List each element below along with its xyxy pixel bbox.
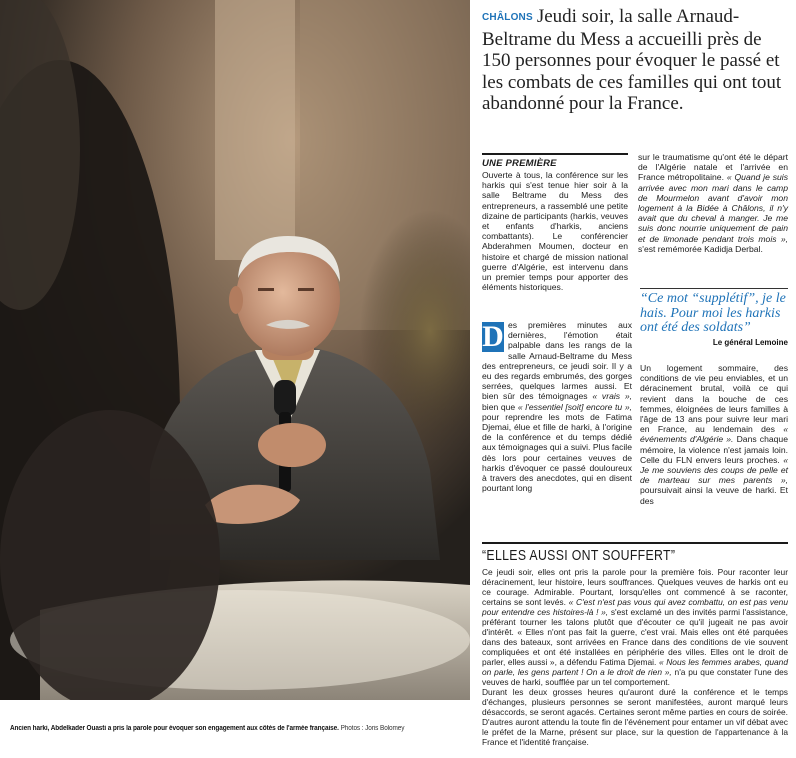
photo-credit: Photos : Joris Bolomey [340, 725, 405, 732]
quote-run: « l'essentiel [soit] encore tu », [517, 401, 632, 412]
text-run: Dans chaque mémoire, la violence n'est jamais loin. Celle du FLN envers leurs proches. [640, 434, 788, 465]
text-run: poursuivait ainsi la veuve de harki. Et des [640, 485, 788, 506]
quote-run: « C'est n'est pas vous qui avez combattu, on est pas venu pour entendre ces histoires-là ! », [482, 597, 788, 617]
body-wide [482, 567, 788, 753]
sidebar-box-text: Ouverte à tous, la conférence sur les harkis qui s'est tenue hier soir à la salle Beltrame du Mess des entrepreneurs, a rassemblé une petite dizaine de participants (harkis, veuves et enfants d'harkis, anciens combattants). Le conférencier Abderahmen Moumen, docteur en histoire et chargé de mission national guerre d'Algérie, est intervenu dans un premier temps pour apporter des éléments historiques. [482, 170, 628, 293]
text-run: Ce jeudi soir, elles ont pris la parole pour la première fois. Pour raconter leur déracinement, leur histoire, leurs souffrances. Quelques veuves de harkis ont eu ce courage. Admirable. Pourtant, lorsqu'elles ont commencé à se raconter, certains se sont levés. [482, 567, 788, 607]
text-run: n'a pu que constater l'une des veuves de harki, soufflée par un tel comportement. [482, 667, 788, 687]
column-right-bottom [640, 363, 788, 533]
article-intro [482, 6, 788, 146]
text-run: s'est remémorée Kadidja Derbal. [638, 243, 763, 254]
pull-quote-author: Le général Lemoine [712, 337, 788, 347]
intro-text: Jeudi soir, la salle Arnaud-Beltrame du Mess a accueilli près de 150 personnes pour évoquer le passé et les combats de ces familles qui ont tout abandonné pour la France. [482, 6, 782, 114]
text-run: Un logement sommaire, des conditions de vie peu enviables, et un déracinement brutal, voilà ce qui revient dans la bouche de ces femmes, éloignées de leurs familles à l'âge de 13 ans pour suivre leur mari en France, au lendemain des [640, 363, 788, 435]
text-run: es premières minutes aux dernières, l'émotion était palpable dans les rangs de la salle Arnaud-Beltrame du Mess des entrepreneurs, ce jeudi soir. Il y a eu des regards embrumés, des gorges serrées, quelques larmes aussi. Et bien sûr des témoignages [482, 320, 632, 402]
text-run: s'est exclamé un des invités parmi l'assistance, préférant tourner les talons plutôt que d'écouter ce qu'il jugeait ne pas avoir d'intérêt. « Elles n'ont pas fait la guerre, c'est vrai. Mais elles ont été parquées dans des bateaux, sont arrivées en France dans des conditions de vie souvent compliquées et ont été installées en périphérie des villes. Elles ont le droit de parler, elles aussi », a défendu Fatima Djemai. [482, 607, 789, 667]
text-run: bien que [482, 401, 516, 412]
paragraph [640, 363, 788, 506]
quote-run: « événements d'Algérie ». [640, 424, 789, 445]
section-heading [482, 542, 788, 570]
column-left [482, 320, 632, 545]
sidebar-box-title: UNE PREMIÈRE [482, 158, 557, 169]
dropcap: D [482, 320, 504, 353]
sidebar-box [482, 153, 628, 298]
quote-run: « Nous les femmes arabes, quand on parle, les gens partent ! On a le droit de rien », [482, 657, 788, 677]
pull-quote-text: “Ce mot “supplétif”, je le hais. Pour moi les harkis ont été des soldats” [640, 291, 786, 335]
paragraph [482, 567, 788, 687]
pull-quote [640, 288, 788, 359]
quote-run: « Quand je suis arrivée avec mon mari dans le camp de Mourmelon avant d'avoir mon logement à la Bidée à Châlons, il n'y avait que du cheval à manger. Je me suis donc nourrie uniquement de pain et de limonade pendant trois mois », [638, 172, 789, 244]
text-run: pour reprendre les mots de Fatima Djemai, élue et fille de harki, à l'origine de la conférence et du temps dédié aux témoignages qui a suivi. Plus facile dès lors pour certaines veuves de harkis d'évoquer ce passé douloureux à travers des anecdotes, qui en disent pourtant long [482, 411, 632, 494]
text-run: sur le traumatisme qu'ont été le départ de l'Algérie natale et l'arrivée en France métropolitaine. [638, 152, 788, 183]
quote-run: « vrais », [592, 391, 632, 402]
caption-text: Ancien harki, Abdelkader Ouasti a pris la parole pour évoquer son engagement aux côtés de l'armée française. [10, 725, 339, 732]
paragraph: Durant les deux grosses heures qu'auront duré la conférence et le temps d'échanges, plusieurs personnes se seront manifestées, auront marqué leurs désaccords, se seront agacés. Certaines seront même parties en cours de soirée. D'autres auront attendu la toute fin de l'événement pour entamer un vif débat avec le préfet de la Marne, présent sur place, sur la question de l'appartenance à la France et l'identité française. [482, 687, 788, 747]
paragraph [638, 152, 788, 254]
photo-caption [10, 724, 435, 742]
section-title: “ELLES AUSSI ONT SOUFFERT” [482, 547, 676, 564]
location-kicker: CHÂLONS [482, 12, 533, 23]
column-right-top [638, 152, 788, 282]
quote-run: « Je me souviens des coups de pelle et de marteau sur mes parents », [640, 454, 789, 486]
paragraph [482, 320, 632, 493]
